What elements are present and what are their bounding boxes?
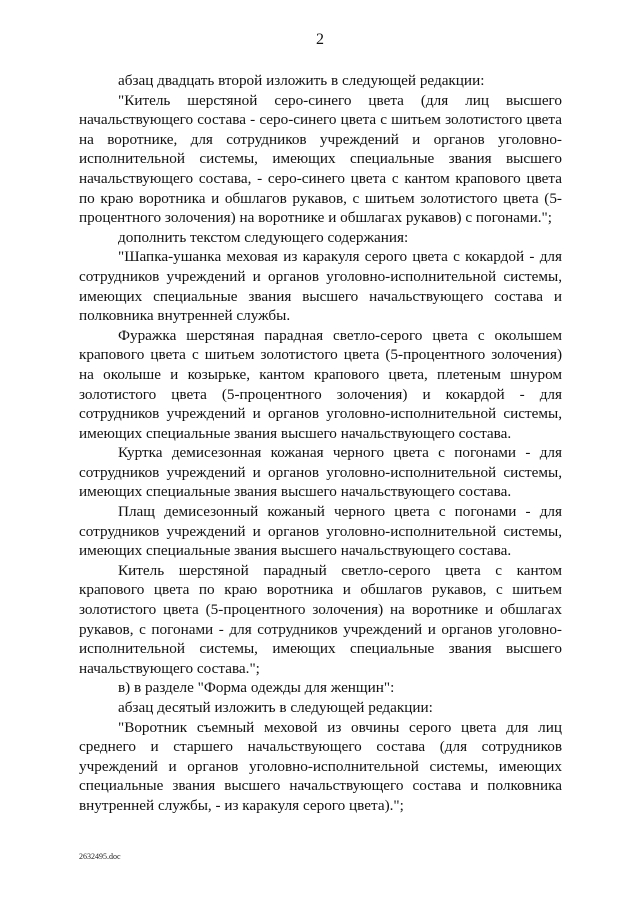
paragraph-amendment-intro: абзац двадцать второй изложить в следующей редакции: (118, 72, 485, 89)
paragraph-fur-collar: "Воротник съемный меховой из овчины серого цвета для лиц среднего и старшего начальствующего состава (для сотрудников учреждений и органов уголовно-исполнительной системы, имеющих специальные звания высшего начальствующего состава и полковника внутренней службы, - из каракуля серого цвета)."; (79, 718, 562, 814)
paragraph-section-women: в) в разделе "Форма одежды для женщин": (118, 679, 395, 697)
paragraph-dress-cap: Фуражка шерстяная парадная светло-серого цвета с околышем крапового цвета с шитьем золотистого цвета (5-процентного золочения) на околыше и козырьке, кантом крапового цвета, плетеным шнуром золотистого цвета (5-процентного золочения) и кокардой - для сотрудников учреждений и органов уголовно-исполнительной системы, имеющих специальные звания высшего начальствующего состава. (79, 326, 562, 442)
paragraph-leather-jacket: Куртка демисезонная кожаная черного цвета с погонами - для сотрудников учреждений и органов уголовно-исполнительной системы, имеющих специальные звания высшего начальствующего состава. (79, 444, 562, 501)
paragraph-dress-tunic: Китель шерстяной парадный светло-серого цвета с кантом крапового цвета по краю воротника и обшлагов рукавов, с шитьем золотистого цвета (5-процентного золочения) на воротнике и обшлагах рукавов, с погонами - для сотрудников учреждений и органов уголовно-исполнительной системы, имеющих специальные звания высшего начальствующего состава."; (79, 561, 562, 677)
paragraph-supplement-intro: дополнить текстом следующего содержания: (118, 228, 409, 246)
paragraph-tenth-intro: абзац десятый изложить в следующей редакции: (118, 699, 433, 716)
paragraph-jacket-wool: "Китель шерстяной серо-синего цвета (для лиц высшего начальствующего состава - серо-синего цвета с шитьем золотистого цвета на воротнике, для сотрудников учреждений и органов уголовно-исполнительной системы, имеющих специальные звания высшего начальствующего состава, - серо-синего цвета с кантом крапового цвета по краю воротника и обшлагов рукавов, с шитьем золотистого цвета (5-процентного золочения) на воротнике и обшлагах рукавов) с погонами."; (79, 91, 562, 227)
document-file-code: 2632495.doc (79, 852, 121, 861)
document-body (79, 71, 562, 816)
paragraph-leather-coat: Плащ демисезонный кожаный черного цвета с погонами - для сотрудников учреждений и органов уголовно-исполнительной системы, имеющих специальные звания высшего начальствующего состава. (79, 503, 562, 560)
page-number: 2 (316, 31, 324, 48)
paragraph-fur-hat: "Шапка-ушанка меховая из каракуля серого цвета с кокардой - для сотрудников учреждений и органов уголовно-исполнительной системы, имеющих специальные звания высшего начальствующего состава и полковника внутренней службы. (79, 248, 562, 325)
